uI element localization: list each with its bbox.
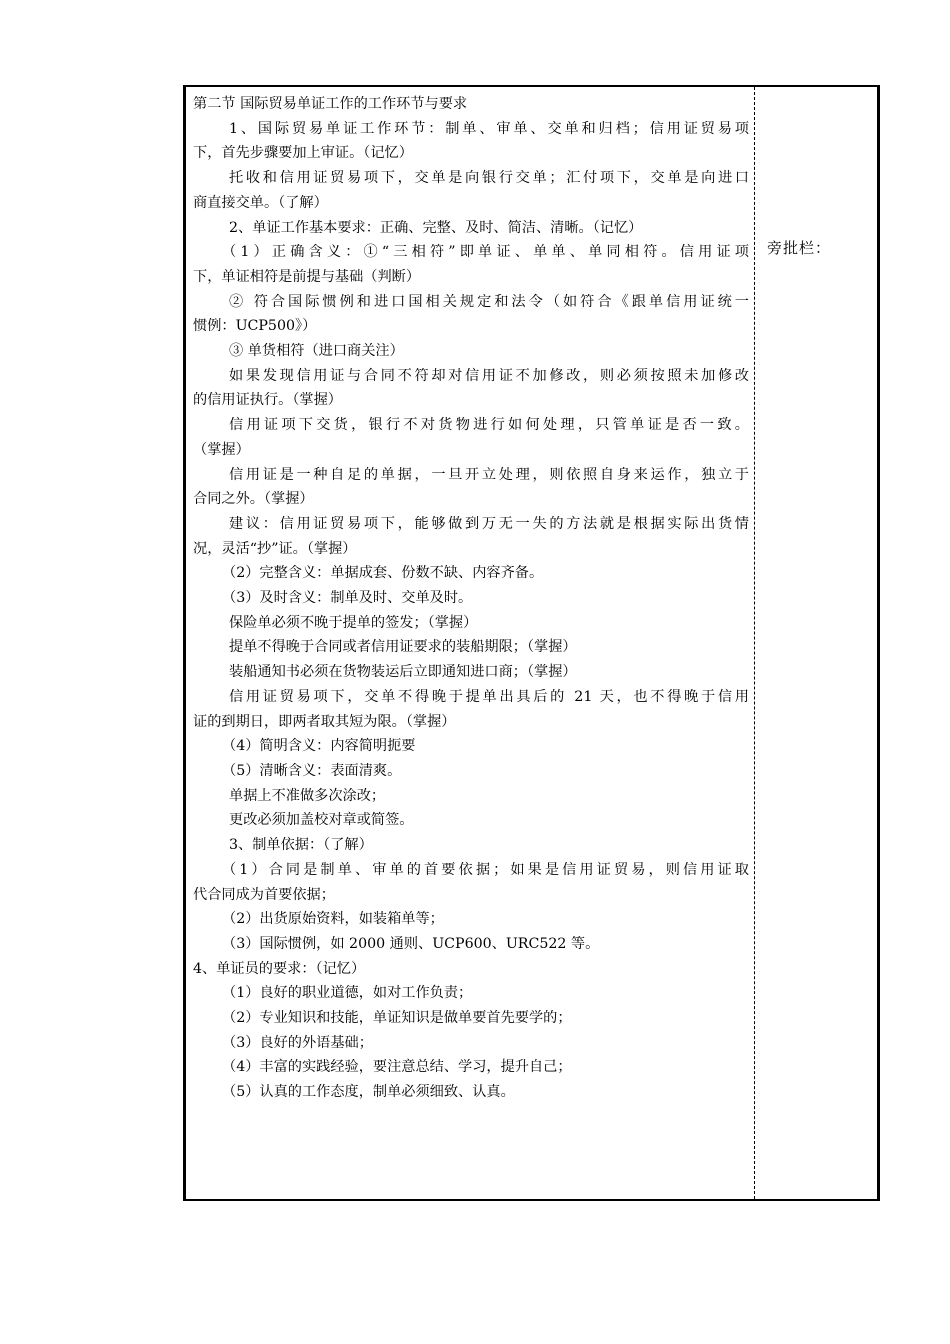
text-line: 托收和信用证贸易项下，交单是向银行交单；汇付项下，交单是向进口: [229, 170, 749, 187]
text-line: 况，灵活“抄”证。（掌握）: [193, 540, 357, 557]
annotation-column: [755, 87, 877, 1199]
text-line: ② 符合国际惯例和进口国相关规定和法令（如符合《跟单信用证统一: [229, 293, 749, 310]
text-line: （5）认真的工作态度，制单必须细致、认真。: [222, 1084, 515, 1101]
lesson-table: [183, 85, 880, 1201]
text-line: 下，单证相符是前提与基础（判断）: [193, 268, 421, 285]
text-line: 单据上不准做多次涂改；: [229, 787, 386, 804]
text-line: （3）良好的外语基础；: [222, 1034, 373, 1051]
text-line: （4）丰富的实践经验，要注意总结、学习，提升自己；: [222, 1059, 572, 1076]
text-line: 代合同成为首要依据；: [193, 886, 335, 903]
text-line: （1）正确含义：①“三相符”即单证、单单、单同相符。信用证项: [222, 244, 749, 261]
text-line: 合同之外。（掌握）: [193, 491, 314, 508]
annotation-label: 旁批栏：: [767, 239, 832, 257]
text-line: （掌握）: [193, 441, 250, 458]
text-line: 3、制单依据：（了解）: [229, 837, 373, 854]
text-line: ③ 单货相符（进口商关注）: [229, 343, 404, 360]
text-line: 更改必须加盖校对章或简签。: [229, 812, 414, 829]
text-line: （2）专业知识和技能，单证知识是做单要首先要学的；: [222, 1010, 572, 1027]
text-line: 信用证是一种自足的单据，一旦开立处理，则依照自身来运作，独立于: [229, 466, 749, 483]
text-line: （4）简明含义：内容简明扼要: [222, 738, 416, 755]
text-line: 证的到期日，即两者取其短为限。（掌握）: [193, 713, 456, 730]
text-line: （5）清晰含义：表面清爽。: [222, 762, 402, 779]
text-line: 建议：信用证贸易项下，能够做到万无一失的方法就是根据实际出货情: [229, 515, 749, 532]
text-line: 提单不得晚于合同或者信用证要求的装船期限；（掌握）: [229, 639, 577, 656]
text-line: 信用证项下交货，银行不对货物进行如何处理，只管单证是否一致。: [229, 417, 749, 434]
text-line: 下，首先步骤要加上审证。（记忆）: [193, 145, 413, 162]
text-line: （2）出货原始资料，如装箱单等；: [222, 911, 444, 928]
text-line: 1、国际贸易单证工作环节：制单、审单、交单和归档；信用证贸易项: [229, 120, 749, 137]
text-line: （2）完整含义：单据成套、份数不缺、内容齐备。: [222, 565, 544, 582]
text-line: 2、单证工作基本要求：正确、完整、及时、简洁、清晰。（记忆）: [229, 219, 643, 236]
text-line: （3）及时含义：制单及时、交单及时。: [222, 590, 473, 607]
text-line: （1）合同是制单、审单的首要依据；如果是信用证贸易，则信用证取: [222, 861, 749, 878]
text-line: 保险单必须不晚于提单的签发；（掌握）: [229, 614, 478, 631]
text-line: 商直接交单。（了解）: [193, 194, 328, 211]
text-line: 惯例：UCP500》）: [193, 318, 317, 335]
text-line: （1）良好的职业道德，如对工作负责；: [222, 985, 473, 1002]
text-line: 装船通知书必须在货物装运后立即通知进口商；（掌握）: [229, 664, 577, 681]
text-line: 信用证贸易项下，交单不得晚于提单出具后的 21 天，也不得晚于信用: [229, 688, 749, 705]
section-title: 第二节 国际贸易单证工作的工作环节与要求: [193, 96, 468, 112]
content-cell: [186, 87, 755, 1199]
text-line: 4、单证员的要求：（记忆）: [193, 960, 366, 977]
text-line: （3）国际惯例，如 2000 通则、UCP600、URC522 等。: [222, 935, 600, 952]
text-line: 如果发现信用证与合同不符却对信用证不加修改，则必须按照未加修改: [229, 367, 749, 384]
text-line: 的信用证执行。（掌握）: [193, 392, 342, 409]
